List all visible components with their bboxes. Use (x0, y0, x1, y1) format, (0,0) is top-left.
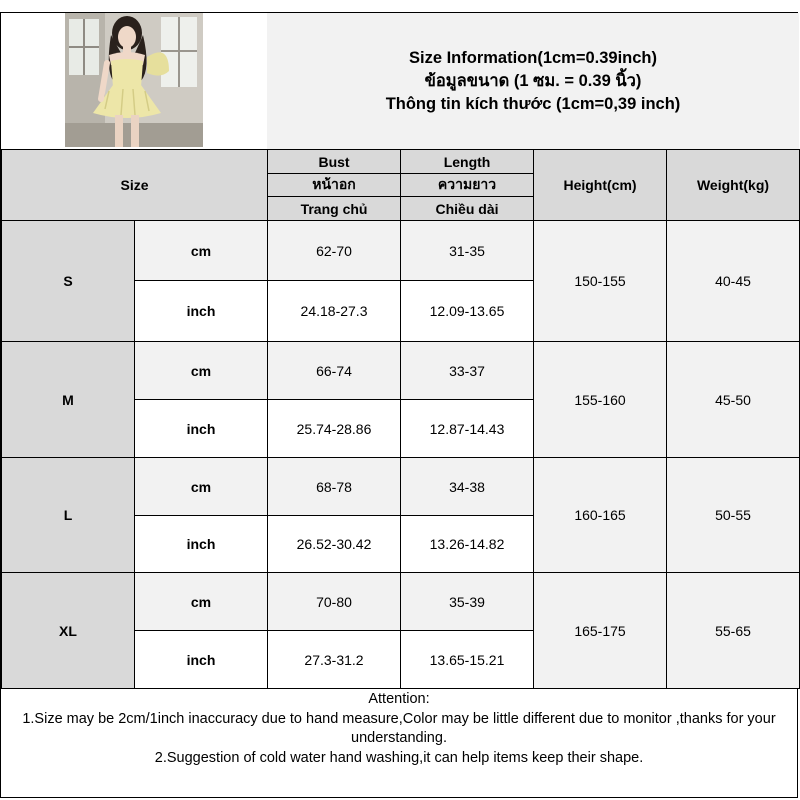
bust-header-th: หน้าอก (268, 174, 401, 197)
size-chart (0, 12, 798, 798)
size-label-xl: XL (2, 573, 135, 689)
attention-note-2: 2.Suggestion of cold water hand washing,it can help items keep their shape. (154, 749, 644, 766)
size-info-thai: ข้อมูลขนาด (1 ซม. = 0.39 นิ้ว) (424, 71, 642, 90)
weight-value: 50-55 (667, 458, 800, 573)
bust-inch-value: 27.3-31.2 (268, 631, 401, 689)
weight-header: Weight(kg) (667, 150, 800, 221)
product-photo (65, 13, 203, 147)
bust-inch-value: 25.74-28.86 (268, 400, 401, 458)
length-cm-value: 33-37 (401, 342, 534, 400)
size-label-m: M (2, 342, 135, 458)
size-info-english: Size Information(1cm=0.39inch) (408, 48, 658, 67)
bust-cm-value: 68-78 (268, 458, 401, 516)
length-inch-value: 13.65-15.21 (401, 631, 534, 689)
attention-title: Attention: (368, 691, 430, 707)
height-value: 160-165 (534, 458, 667, 573)
size-label-l: L (2, 458, 135, 573)
height-header: Height(cm) (534, 150, 667, 221)
unit-inch-label: inch (135, 631, 268, 689)
unit-cm-label: cm (135, 573, 268, 631)
size-information-header (267, 13, 799, 149)
bust-cm-value: 66-74 (268, 342, 401, 400)
product-photo-cell (1, 13, 268, 149)
attention-notes (1, 689, 797, 798)
size-column-header: Size (2, 150, 268, 221)
height-value: 155-160 (534, 342, 667, 458)
length-header-vi: Chiều dài (401, 197, 534, 221)
length-cm-value: 31-35 (401, 221, 534, 281)
attention-note-1: 1.Size may be 2cm/1inch inaccuracy due to hand measure,Color may be little different due to monitor ,thanks for your understanding. (22, 710, 780, 746)
unit-inch-label: inch (135, 516, 268, 573)
length-header-th: ความยาว (401, 174, 534, 197)
bust-header-vi: Trang chủ (268, 197, 401, 221)
size-table (1, 149, 800, 689)
length-inch-value: 13.26-14.82 (401, 516, 534, 573)
bust-cm-value: 70-80 (268, 573, 401, 631)
height-value: 150-155 (534, 221, 667, 342)
unit-cm-label: cm (135, 221, 268, 281)
length-cm-value: 34-38 (401, 458, 534, 516)
bust-inch-value: 24.18-27.3 (268, 281, 401, 342)
bust-header-en: Bust (268, 150, 401, 174)
weight-value: 55-65 (667, 573, 800, 689)
length-inch-value: 12.09-13.65 (401, 281, 534, 342)
weight-value: 40-45 (667, 221, 800, 342)
length-cm-value: 35-39 (401, 573, 534, 631)
bust-cm-value: 62-70 (268, 221, 401, 281)
height-value: 165-175 (534, 573, 667, 689)
unit-cm-label: cm (135, 342, 268, 400)
size-label-s: S (2, 221, 135, 342)
unit-inch-label: inch (135, 281, 268, 342)
size-info-vietnamese: Thông tin kích thước (1cm=0,39 inch) (385, 94, 681, 113)
unit-cm-label: cm (135, 458, 268, 516)
length-header-en: Length (401, 150, 534, 174)
weight-value: 45-50 (667, 342, 800, 458)
unit-inch-label: inch (135, 400, 268, 458)
length-inch-value: 12.87-14.43 (401, 400, 534, 458)
bust-inch-value: 26.52-30.42 (268, 516, 401, 573)
